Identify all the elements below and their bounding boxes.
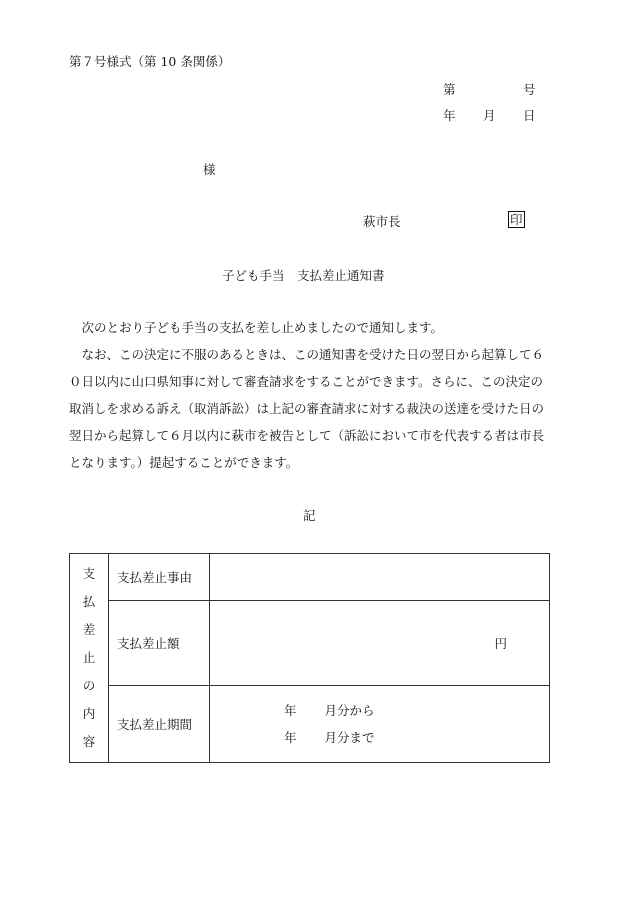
ki-label: 記 — [303, 508, 316, 523]
period-from-year: 年 — [284, 703, 297, 718]
body-paragraph-1: 次のとおり子ども手当の支払を差し止めましたので通知します。 — [81, 320, 444, 335]
period-label: 支払差止期間 — [109, 686, 210, 763]
group-char: 止 — [82, 650, 96, 665]
table-row-reason — [70, 554, 550, 601]
period-to — [284, 724, 549, 751]
body-text — [69, 314, 555, 476]
group-char: 払 — [82, 594, 96, 609]
table-row-period — [70, 686, 550, 763]
seal-label: 印 — [510, 212, 523, 227]
group-char: の — [82, 678, 96, 693]
detail-table — [69, 553, 550, 763]
group-char: 容 — [82, 734, 96, 749]
doc-no-suffix: 号 — [523, 82, 536, 97]
table-row-amount — [70, 601, 550, 686]
amount-label: 支払差止額 — [109, 601, 210, 686]
addressee-suffix: 様 — [203, 162, 216, 177]
doc-no-prefix: 第 — [443, 82, 456, 97]
date-year: 年 — [443, 108, 456, 123]
period-to-month: 月分まで — [324, 730, 375, 745]
group-char: 内 — [82, 706, 96, 721]
group-char: 差 — [82, 622, 96, 637]
period-from-month: 月分から — [324, 703, 375, 718]
issuer-title: 萩市長 — [363, 214, 401, 229]
date-month: 月 — [483, 108, 496, 123]
form-number: 第７号様式（第 10 条関係） — [69, 54, 231, 69]
period-to-year: 年 — [284, 730, 297, 745]
period-value — [210, 686, 550, 763]
amount-unit: 円 — [210, 601, 550, 686]
group-char: 支 — [82, 566, 96, 581]
body-paragraph-2: なお、この決定に不服のあるときは、この通知書を受けた日の翌日から起算して６０日以内に山口県知事に対して審査請求をすることができます。さらに、この決定の取消しを求める訴え（取消訴訟）は上記の審査請求に対する裁決の送達を受けた日の翌日から起算して６月以内に萩市を被告として（訴訟において市を代表する者は市長となります。）提起することができます。 — [69, 347, 545, 470]
date-day: 日 — [523, 108, 536, 123]
period-from — [284, 697, 549, 724]
group-label — [70, 554, 109, 763]
document-title: 子ども手当 支払差止通知書 — [222, 268, 385, 283]
reason-value — [210, 554, 550, 601]
reason-label: 支払差止事由 — [109, 554, 210, 601]
seal-mark — [508, 211, 525, 228]
